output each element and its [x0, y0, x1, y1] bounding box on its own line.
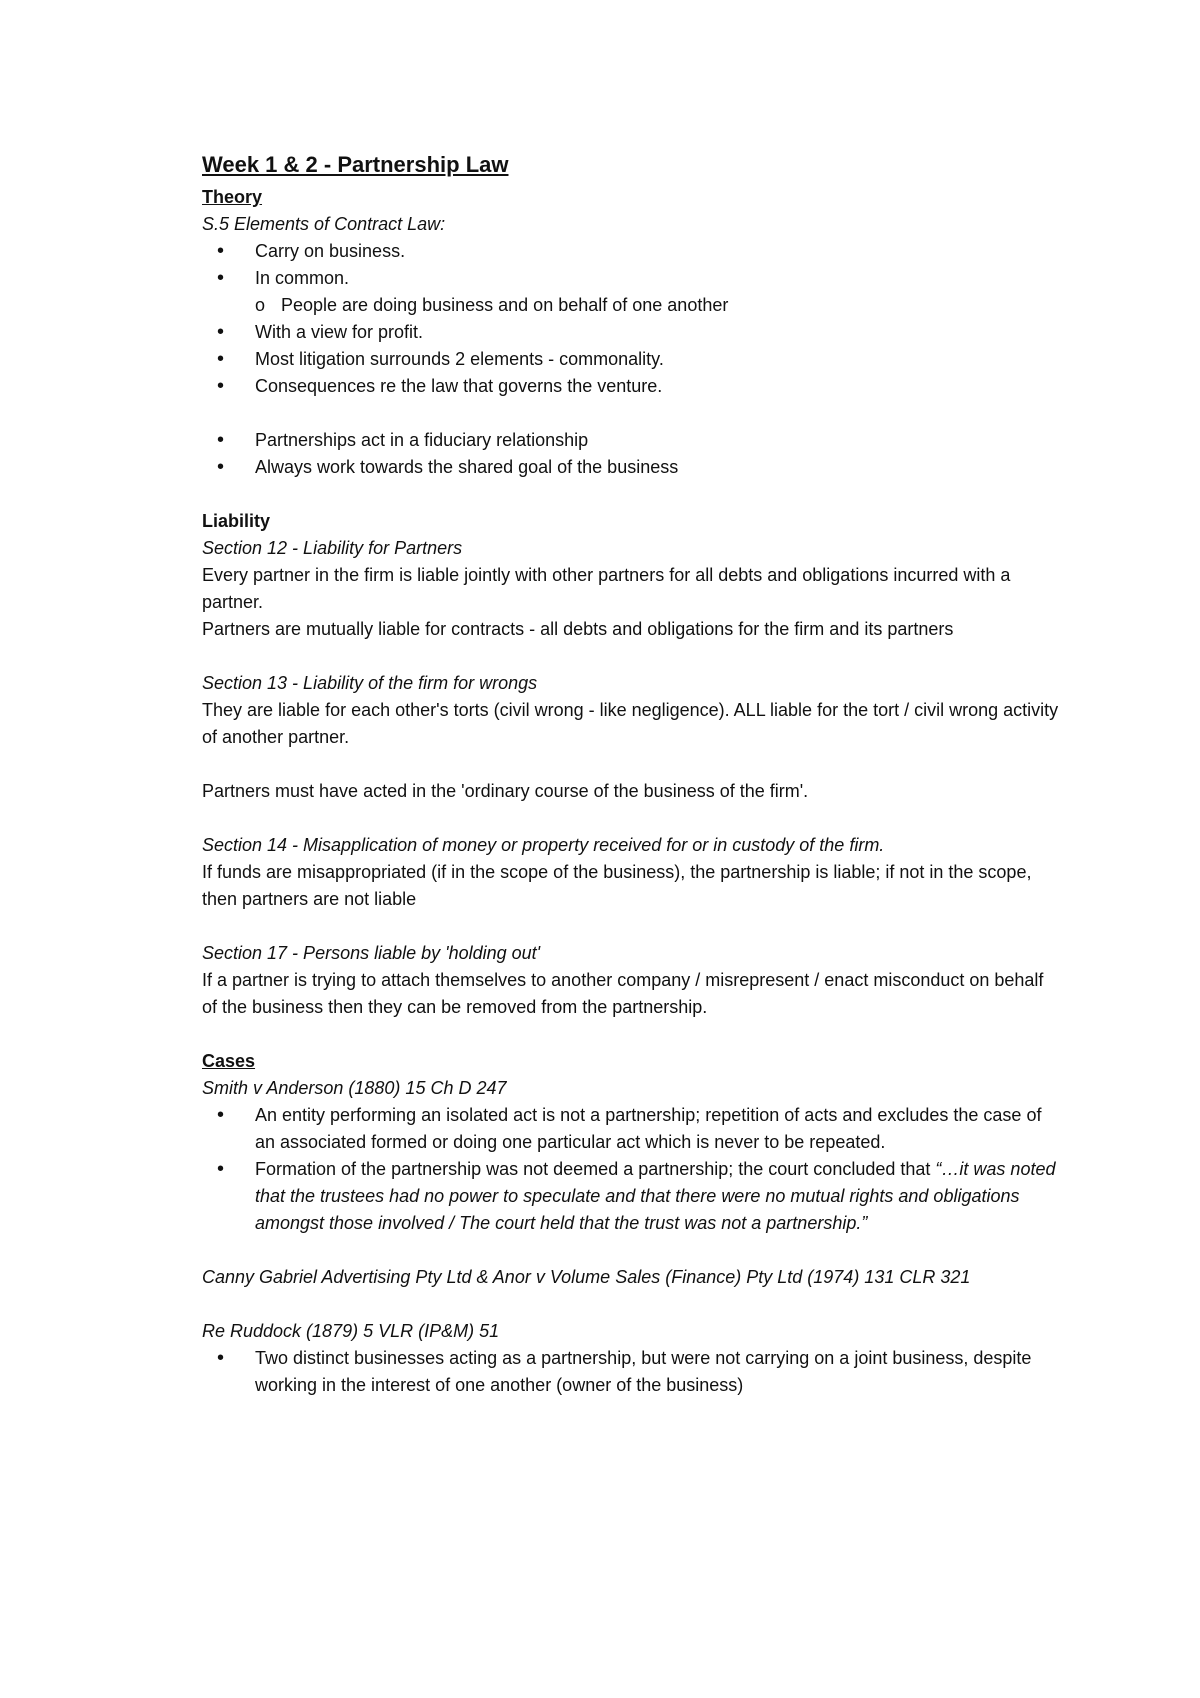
case-quote: “…it was noted that the trustees had no power to speculate and that there were no mutual rights and obligations amongst those involved / The court held that the trust was not a partnership.”	[255, 1159, 1056, 1233]
spacer	[202, 1021, 1062, 1048]
section-14-title: Section 14 - Misapplication of money or property received for or in custody of the firm.	[202, 835, 885, 855]
theory-heading: Theory	[202, 187, 263, 207]
liability-heading: Liability	[202, 511, 271, 531]
sub-list-item	[202, 292, 1062, 319]
section-14-paragraph: If funds are misappropriated (if in the scope of the business), the partnership is liable; if not in the scope, then partners are not liable	[202, 862, 1032, 909]
theory-subheading: S.5 Elements of Contract Law:	[202, 214, 446, 234]
document-title: Week 1 & 2 - Partnership Law	[202, 152, 509, 177]
list-item: • In common.	[202, 265, 1062, 292]
section-12-title: Section 12 - Liability for Partners	[202, 538, 463, 558]
section-17-paragraph: If a partner is trying to attach themselves to another company / misrepresent / enact misconduct on behalf of the business then they can be removed from the partnership.	[202, 970, 1044, 1017]
case-title-smith: Smith v Anderson (1880) 15 Ch D 247	[202, 1078, 507, 1098]
section-12-paragraph-2: Partners are mutually liable for contracts - all debts and obligations for the firm and its partners	[202, 619, 954, 639]
sub-list-item-text: People are doing business and on behalf of one another	[281, 295, 729, 315]
section-13-paragraph: They are liable for each other's torts (civil wrong - like negligence). ALL liable for the tort / civil wrong activity of another partner.	[202, 700, 1059, 747]
list-item: • Most litigation surrounds 2 elements - commonality.	[202, 346, 1062, 373]
spacer	[202, 643, 1062, 670]
spacer	[202, 751, 1062, 778]
list-item: • Partnerships act in a fiduciary relationship	[202, 427, 1062, 454]
list-item: • Carry on business.	[202, 238, 1062, 265]
list-item: • Consequences re the law that governs the venture.	[202, 373, 1062, 400]
circle-bullet-icon: o	[255, 295, 266, 315]
list-item: • Always work towards the shared goal of the business	[202, 454, 1062, 481]
theory-list-continued	[202, 319, 1062, 400]
section-13-title: Section 13 - Liability of the firm for wrongs	[202, 673, 538, 693]
spacer	[202, 1291, 1062, 1318]
list-item-text: Formation of the partnership was not deemed a partnership; the court concluded that	[255, 1159, 931, 1179]
theory-list	[202, 238, 1062, 292]
section-12-paragraph: Every partner in the firm is liable jointly with other partners for all debts and obligations incurred with a partner.	[202, 565, 1011, 612]
spacer	[202, 481, 1062, 508]
theory-list-2	[202, 427, 1062, 481]
case-title-ruddock: Re Ruddock (1879) 5 VLR (IP&M) 51	[202, 1321, 500, 1341]
smith-list	[202, 1102, 1062, 1237]
ruddock-list	[202, 1345, 1062, 1399]
spacer	[202, 805, 1062, 832]
spacer	[202, 913, 1062, 940]
case-title-canny: Canny Gabriel Advertising Pty Ltd & Anor v Volume Sales (Finance) Pty Ltd (1974) 131 CLR 321	[202, 1267, 971, 1287]
cases-heading: Cases	[202, 1051, 256, 1071]
spacer	[202, 400, 1062, 427]
list-item: • An entity performing an isolated act is not a partnership; repetition of acts and excludes the case of an associated formed or doing one particular act which is never to be repeated.	[202, 1102, 1062, 1156]
section-13-paragraph-2: Partners must have acted in the 'ordinary course of the business of the firm'.	[202, 781, 809, 801]
document-body	[202, 150, 1062, 1399]
section-17-title: Section 17 - Persons liable by 'holding out'	[202, 943, 541, 963]
list-item: • Two distinct businesses acting as a partnership, but were not carrying on a joint business, despite working in the interest of one another (owner of the business)	[202, 1345, 1062, 1399]
list-item: • With a view for profit.	[202, 319, 1062, 346]
spacer	[202, 1237, 1062, 1264]
list-item	[202, 1156, 1062, 1237]
